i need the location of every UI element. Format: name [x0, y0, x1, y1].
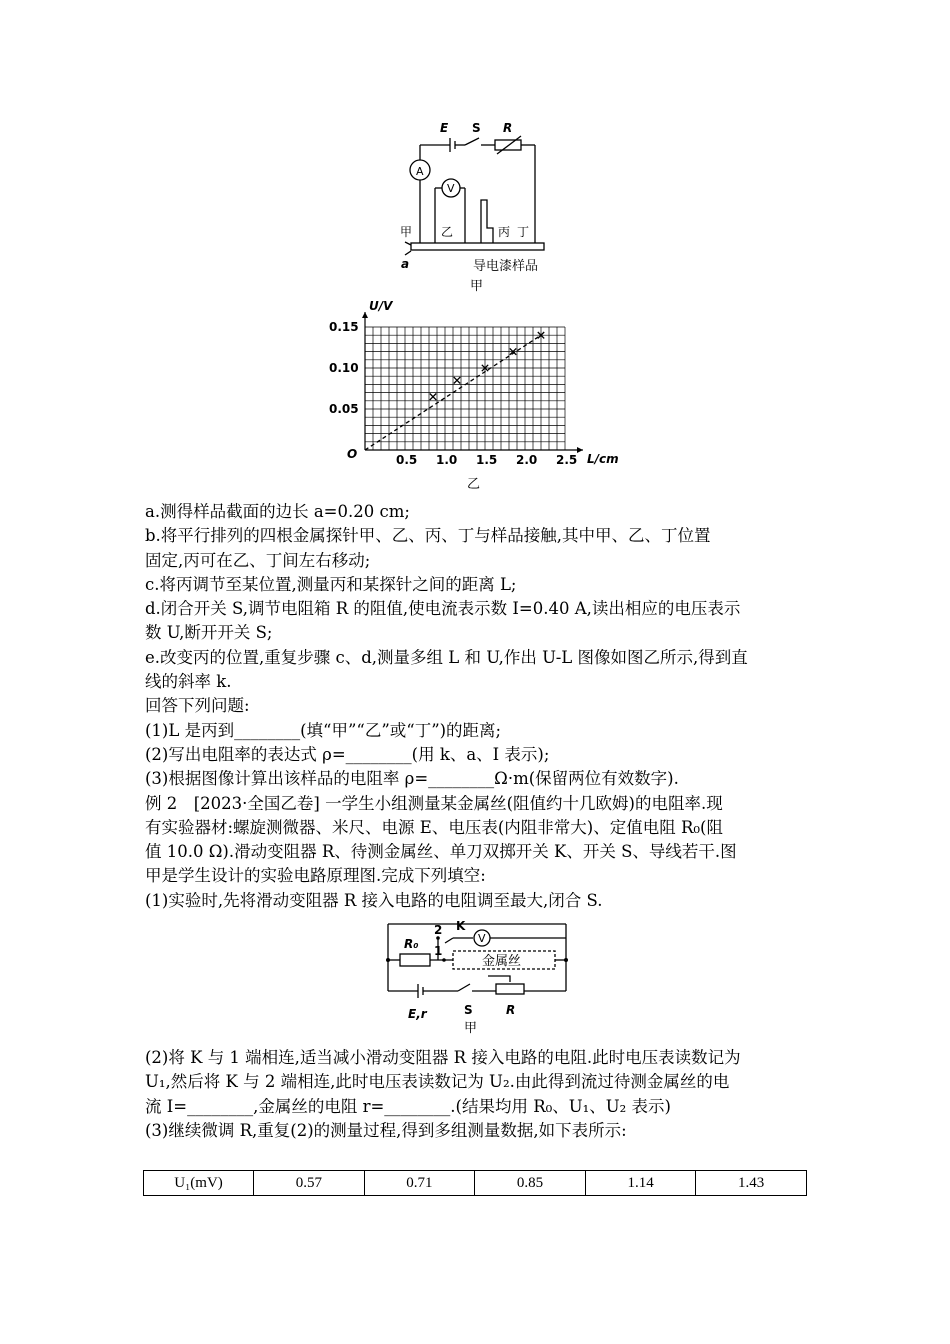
- example2-line4: 甲是学生设计的实验电路原理图.完成下列填空:: [145, 866, 486, 886]
- y-tick-label: 0.15: [329, 320, 359, 334]
- k-node-1: [442, 958, 446, 962]
- x-tick-label: 0.5: [396, 453, 418, 467]
- y-axis-label: U/V: [369, 300, 393, 313]
- table-cell: 1.14: [585, 1171, 696, 1196]
- part2-line2: U₁,然后将 K 与 2 端相连,此时电压表读数记为 U₂.由此得到流过待测金属丝的电: [145, 1072, 730, 1092]
- k-blade: [445, 938, 453, 943]
- label-V2: V: [478, 932, 486, 945]
- x-axis-arrow: [577, 447, 583, 453]
- label-ding: 丁: [517, 225, 530, 239]
- switch-blade: [465, 138, 479, 145]
- part2-line1: (2)将 K 与 1 端相连,适当减小滑动变阻器 R 接入电路的电阻.此时电压表读数记为: [145, 1048, 741, 1067]
- label-V: V: [447, 182, 455, 195]
- step-b-cont: 固定,丙可在乙、丁间左右移动;: [145, 550, 371, 570]
- rheostat-arrow: [497, 136, 521, 154]
- label-Er: E,r: [408, 1007, 427, 1021]
- label-A: A: [416, 165, 424, 178]
- y-tick-label: 0.10: [329, 361, 359, 375]
- label-1: 1: [434, 944, 443, 958]
- figure1-caption: 甲: [470, 279, 484, 294]
- step-c: c.将丙调节至某位置,测量丙和某探针之间的距离 L;: [145, 574, 517, 594]
- example2-line3: 值 10.0 Ω).滑动变阻器 R、待测金属丝、单刀双掷开关 K、开关 S、导线若干.图: [145, 842, 737, 862]
- table-row: [144, 1171, 807, 1196]
- step-a: a.测得样品截面的边长 a=0.20 cm;: [145, 502, 410, 521]
- r0-resistor: [400, 954, 430, 966]
- node-left: [386, 958, 390, 962]
- u-l-chart: [325, 300, 635, 500]
- y-axis-arrow: [362, 312, 368, 318]
- part2-line3: 流 I=________,金属丝的电阻 r=________.(结果均用 R₀、U₁、U₂ 表示): [145, 1096, 671, 1116]
- label-K: K: [456, 919, 466, 933]
- step-b: b.将平行排列的四根金属探针甲、乙、丙、丁与样品接触,其中甲、乙、丁位置: [145, 526, 711, 546]
- data-point: [454, 377, 460, 383]
- label-2: 2: [434, 923, 443, 937]
- part3-line: (3)继续微调 R,重复(2)的测量过程,得到多组测量数据,如下表所示:: [145, 1120, 627, 1140]
- question-3: (3)根据图像计算出该样品的电阻率 ρ=________Ω·m(保留两位有效数字).: [145, 769, 679, 789]
- edge-arrow-top: [405, 242, 411, 245]
- label-wire: 金属丝: [482, 954, 522, 969]
- probe-circuit-figure: [395, 118, 565, 298]
- probe-bing-wire: [481, 200, 493, 243]
- table-header-u1: U₁(mV): [144, 1171, 254, 1196]
- step-e-cont: 线的斜率 k.: [145, 672, 232, 692]
- steps-block: [145, 500, 810, 913]
- label-yi: 乙: [441, 225, 454, 239]
- sample-bar: [411, 243, 544, 250]
- step-e: e.改变丙的位置,重复步骤 c、d,测量多组 L 和 U,作出 U-L 图像如图乙所示,得到直: [145, 647, 748, 667]
- example2-part1: (1)实验时,先将滑动变阻器 R 接入电路的电阻调至最大,闭合 S.: [145, 890, 603, 910]
- label-R: R: [503, 121, 513, 135]
- origin-label: O: [347, 447, 358, 461]
- x-axis-label: L/cm: [587, 452, 619, 466]
- s-blade: [458, 984, 470, 991]
- data-point: [430, 394, 436, 400]
- u1-data-table: [143, 1170, 807, 1196]
- label-S: S: [472, 121, 481, 135]
- rheostat-slider: [488, 976, 510, 982]
- label-S2: S: [464, 1003, 473, 1017]
- label-R2: R: [506, 1003, 516, 1017]
- label-jia: 甲: [400, 225, 413, 239]
- edge-arrow-bottom: [405, 251, 411, 255]
- step-d-cont: 数 U,断开开关 S;: [145, 623, 273, 643]
- sample-label: 导电漆样品: [473, 259, 539, 274]
- label-R0: R₀: [404, 937, 419, 951]
- y-tick-label: 0.05: [329, 402, 359, 416]
- x-tick-label: 1.5: [476, 453, 498, 467]
- question-1: (1)L 是丙到________(填“甲”“乙”或“丁”)的距离;: [145, 720, 502, 740]
- part2-block: [145, 1046, 810, 1143]
- table-cell: 0.57: [254, 1171, 365, 1196]
- x-tick-label: 2.5: [556, 453, 578, 467]
- chart-grid: [365, 327, 565, 450]
- example2-line2: 有实验器材:螺旋测微器、米尺、电源 E、电压表(内阻非常大)、定值电阻 R₀(阻: [145, 817, 723, 837]
- question-2: (2)写出电阻率的表达式 ρ=________(用 k、a、I 表示);: [145, 744, 550, 764]
- label-bing: 丙: [498, 225, 511, 239]
- label-a: a: [401, 257, 410, 271]
- chart-caption: 乙: [467, 477, 481, 492]
- table-cell: 0.71: [364, 1171, 475, 1196]
- label-E: E: [440, 121, 449, 135]
- rheostat-2: [496, 984, 524, 994]
- step-d: d.闭合开关 S,调节电阻箱 R 的阻值,使电流表示数 I=0.40 A,读出相应的电压表示: [145, 599, 741, 619]
- x-tick-label: 1.0: [436, 453, 458, 467]
- node-right: [564, 958, 568, 962]
- questions-intro: 回答下列问题:: [145, 696, 250, 716]
- table-cell: 0.85: [475, 1171, 586, 1196]
- example2-line1: 例 2 [2023·全国乙卷] 一学生小组测量某金属丝(阻值约十几欧姆)的电阻率.现: [145, 793, 723, 813]
- x-tick-label: 2.0: [516, 453, 538, 467]
- figure2-caption: 甲: [464, 1021, 478, 1036]
- table-cell: 1.43: [696, 1171, 807, 1196]
